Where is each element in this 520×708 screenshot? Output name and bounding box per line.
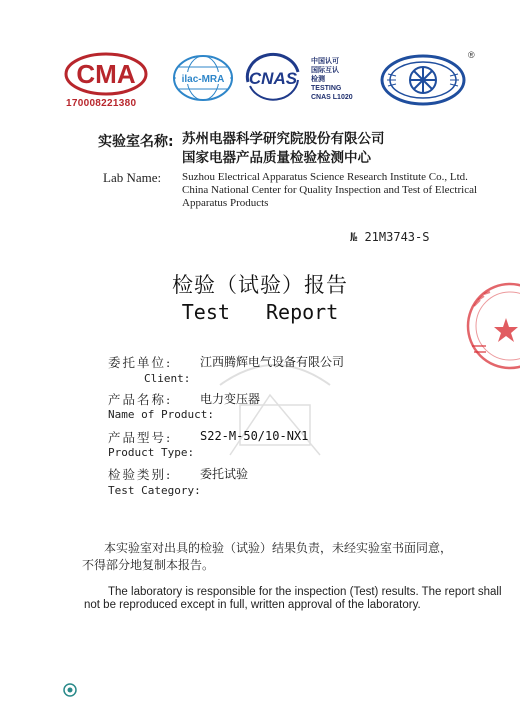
client-label-zh: 委托单位: [108,355,173,370]
registered-mark: ® [468,50,475,60]
footer-mark [63,682,77,696]
report-title-zh: 检验（试验）报告 [172,273,348,297]
lab-name-zh-2: 国家电器产品质量检验检测中心 [182,150,371,166]
lab-name-label-zh: 实验室名称: [98,134,174,150]
svg-text:ilac-MRA: ilac-MRA [181,74,225,85]
logo-row [0,40,520,120]
report-title-en: Test Report [181,300,339,324]
notice-zh-1: 本实验室对出具的检验（试验）结果负责，未经实验室书面同意， [104,541,453,555]
lab-name-en-1: Suzhou Electrical Apparatus Science Research Institute Co., Ltd. [182,171,468,183]
product-value: 电力变压器 [200,392,261,406]
cnas-logo-icon [240,52,306,102]
watermark [210,355,340,475]
category-label-zh: 检验类别: [108,467,173,482]
lab-name-en-2: China National Center for Quality Inspection and Test of Electrical [182,184,478,196]
type-label-zh: 产品型号: [108,430,173,445]
lab-name-label-en: Lab Name: [103,170,162,185]
cma-number: 170008221380 [66,98,137,109]
client-label-en: Client: [144,372,191,385]
cnas-logo [240,52,306,102]
type-label-en: Product Type: [108,446,195,459]
category-label-en: Test Category: [108,484,201,497]
notice-en-2: not be reproduced except in full, written approval of the laboratory. [84,599,421,611]
cnas-side-line: CNAS L1020 [311,94,353,101]
notice-en-1: The laboratory is responsible for the inspection (Test) results. The report shall [108,586,502,598]
cnas-side-line: 中国认可 [311,58,339,65]
cma-logo [64,52,148,110]
product-label-en: Name of Product: [108,408,214,421]
ilac-globe-icon [172,54,234,102]
ccc-emblem-icon [380,54,466,106]
notice-zh-2: 不得部分地复制本报告。 [82,558,215,572]
type-value: S22-M-50/10-NX1 [200,429,309,443]
report-number: № 21M3743-S [350,230,430,244]
cnas-side-line: TESTING [311,85,342,92]
svg-text:CNAS: CNAS [248,69,298,88]
client-value: 江西腾辉电气设备有限公司 [200,355,345,369]
lab-name-zh-1: 苏州电器科学研究院股份有限公司 [182,131,385,147]
category-value: 委托试验 [200,467,249,481]
cnas-side-text [311,57,371,102]
cnas-side-line: 国际互认 [311,67,339,74]
seal-stamp-icon [452,278,520,374]
ilac-mra-logo [172,54,234,102]
cnas-side-line: 检测 [311,76,325,83]
footer-mark-icon [63,683,77,697]
ccc-logo [380,54,466,106]
watermark-seal-icon [210,355,340,475]
cma-logo-icon [64,52,148,96]
seal-stamp [452,278,520,374]
svg-text:CMA: CMA [76,59,136,89]
product-label-zh: 产品名称: [108,392,173,407]
lab-name-en-3: Apparatus Products [182,197,269,209]
